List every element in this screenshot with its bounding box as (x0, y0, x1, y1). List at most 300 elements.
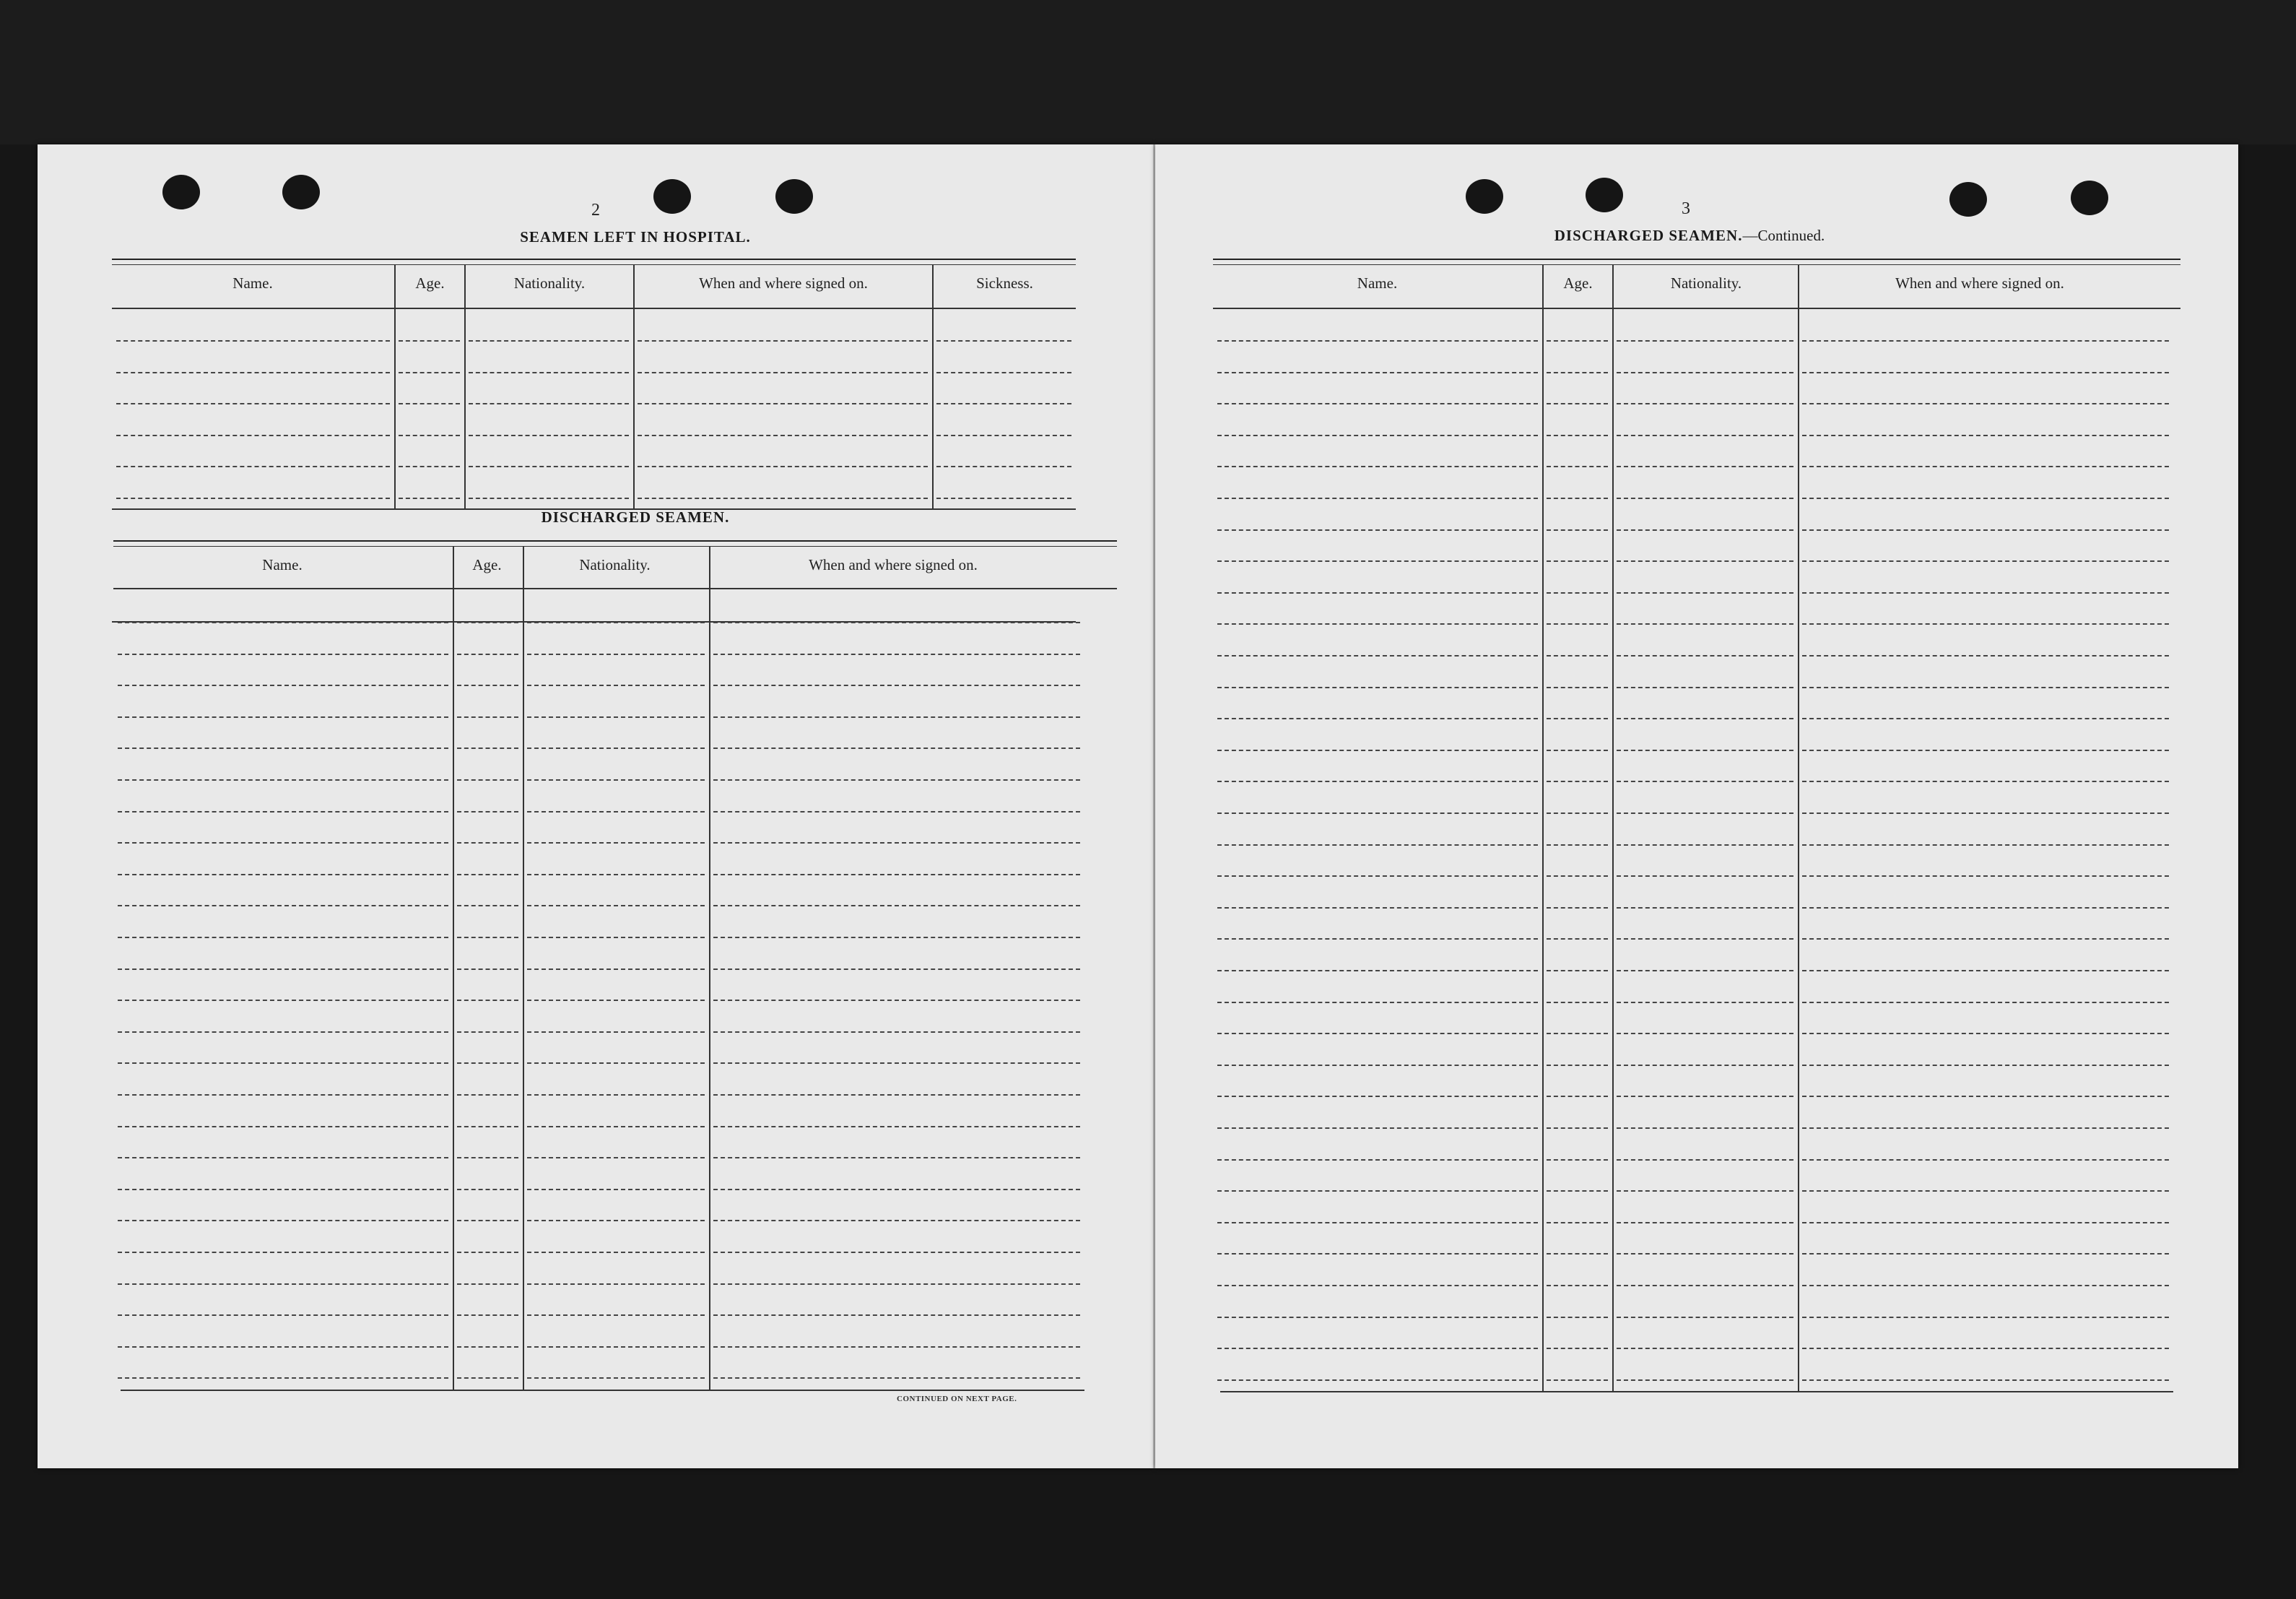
ledger-entry-line (1617, 1253, 1793, 1254)
ledger-entry-line (713, 968, 1080, 970)
column-header-age: Age. (472, 556, 502, 573)
ledger-entry-line (118, 1189, 448, 1190)
ledger-entry-line (527, 1000, 705, 1001)
ledger-entry-line (1547, 781, 1608, 782)
ledger-entry-line (1802, 1285, 2169, 1286)
ledger-entry-line (457, 1031, 518, 1033)
ledger-entry-line (457, 1346, 518, 1348)
ledger-entry-line (936, 340, 1071, 342)
ledger-entry-line (457, 1283, 518, 1285)
ledger-entry-line (1217, 875, 1538, 877)
ledger-entry-line (457, 1252, 518, 1253)
ledger-entry-line (457, 654, 518, 655)
ledger-entry-line (527, 905, 705, 906)
ledger-entry-line (1802, 655, 2169, 656)
ledger-entry-line (1547, 1379, 1608, 1381)
ledger-entry-line (1217, 1033, 1538, 1034)
ledger-entry-line (1217, 340, 1538, 342)
ledger-entry-line (457, 1220, 518, 1221)
ledger-entry-line (118, 1377, 448, 1379)
ledger-entry-line (457, 779, 518, 781)
ledger-entry-line (1217, 1253, 1538, 1254)
ledger-entry-line (1547, 435, 1608, 436)
ledger-entry-line (457, 622, 518, 623)
ledger-entry-line (713, 1094, 1080, 1096)
ledger-entry-line (1217, 498, 1538, 499)
ledger-entry-line (1547, 498, 1608, 499)
ledger-entry-line (1617, 623, 1793, 625)
punch-hole (162, 175, 200, 209)
ledger-entry-line (118, 716, 448, 718)
ledger-entry-line (118, 779, 448, 781)
ledger-entry-line (1547, 372, 1608, 373)
ledger-entry-line (1547, 340, 1608, 342)
ledger-entry-line (1802, 812, 2169, 814)
punch-hole (775, 179, 813, 214)
ledger-entry-line (713, 654, 1080, 655)
ledger-entry-line (1547, 1348, 1608, 1349)
ledger-entry-line (118, 654, 448, 655)
ledger-entry-line (527, 1126, 705, 1127)
ledger-entry-line (638, 403, 928, 404)
ledger-entry-line (527, 716, 705, 718)
ledger-entry-line (527, 968, 705, 970)
ledger-entry-line (1617, 938, 1793, 940)
ledger-entry-line (1802, 623, 2169, 625)
ledger-entry-line (936, 372, 1071, 373)
ledger-entry-line (1547, 655, 1608, 656)
ledger-entry-line (1802, 1379, 2169, 1381)
ledger-entry-line (457, 968, 518, 970)
ledger-entry-line (527, 654, 705, 655)
ledger-entry-line (457, 905, 518, 906)
ledger-entry-line (118, 748, 448, 749)
ledger-entry-line (1217, 812, 1538, 814)
ledger-entry-line (469, 466, 629, 467)
ledger-entry-line (1547, 970, 1608, 971)
ledger-entry-line (1802, 844, 2169, 846)
ledger-entry-line (118, 968, 448, 970)
ledger-entry-line (116, 498, 390, 499)
ledger-entry-line (1547, 1159, 1608, 1161)
ledger-entry-line (1547, 907, 1608, 909)
column-header-sickness: Sickness. (976, 274, 1033, 292)
ledger-entry-line (1802, 560, 2169, 562)
ledger-entry-line (457, 1189, 518, 1190)
ledger-entry-line (713, 1000, 1080, 1001)
column-header-name: Name. (232, 274, 273, 292)
ledger-entry-line (469, 435, 629, 436)
ledger-entry-line (1802, 718, 2169, 719)
column-header-signed-on: When and where signed on. (1895, 274, 2064, 292)
ledger-entry-line (527, 874, 705, 875)
punch-hole (2071, 181, 2108, 215)
ledger-entry-line (1217, 1127, 1538, 1129)
page-number: 3 (1682, 199, 1690, 218)
ledger-entry-line (1617, 907, 1793, 909)
ledger-entry-line (1547, 1222, 1608, 1223)
ledger-entry-line (1547, 1317, 1608, 1318)
ledger-entry-line (713, 1220, 1080, 1221)
ledger-entry-line (118, 685, 448, 686)
ledger-entry-line (1617, 1348, 1793, 1349)
ledger-entry-line (527, 1220, 705, 1221)
ledger-entry-line (527, 1031, 705, 1033)
ledger-entry-line (399, 372, 460, 373)
ledger-entry-line (1217, 655, 1538, 656)
ledger-entry-line (1617, 529, 1793, 531)
ledger-entry-line (527, 622, 705, 623)
ledger-entry-line (457, 748, 518, 749)
ledger-entry-line (118, 622, 448, 623)
ledger-entry-line (713, 622, 1080, 623)
ledger-entry-line (527, 811, 705, 812)
ledger-entry-line (1617, 1065, 1793, 1066)
ledger-entry-line (713, 1377, 1080, 1379)
ledger-entry-line (713, 905, 1080, 906)
ledger-entry-line (1617, 372, 1793, 373)
ledger-entry-line (1617, 1222, 1793, 1223)
ledger-entry-line (1617, 718, 1793, 719)
column-header-signed-on: When and where signed on. (699, 274, 868, 292)
ledger-entry-line (118, 1031, 448, 1033)
ledger-entry-line (713, 937, 1080, 938)
ledger-entry-line (527, 937, 705, 938)
punch-hole (1466, 179, 1503, 214)
ledger-entry-line (1802, 1065, 2169, 1066)
ledger-entry-line (469, 498, 629, 499)
ledger-entry-line (1617, 1127, 1793, 1129)
ledger-entry-line (527, 685, 705, 686)
punch-hole (282, 175, 320, 209)
ledger-entry-line (1547, 623, 1608, 625)
ledger-entry-line (1217, 907, 1538, 909)
ledger-entry-line (713, 685, 1080, 686)
ledger-entry-line (118, 937, 448, 938)
ledger-entry-line (1802, 403, 2169, 404)
punch-hole (653, 179, 691, 214)
ledger-entry-line (936, 498, 1071, 499)
ledger-entry-line (1617, 1379, 1793, 1381)
ledger-entry-line (1217, 1317, 1538, 1318)
ledger-entry-line (399, 466, 460, 467)
ledger-entry-line (1802, 1222, 2169, 1223)
ledger-entry-line (116, 435, 390, 436)
ledger-entry-line (1217, 1159, 1538, 1161)
ledger-entry-line (118, 1220, 448, 1221)
ledger-entry-line (1217, 1065, 1538, 1066)
ledger-entry-line (457, 874, 518, 875)
ledger-entry-line (1547, 1127, 1608, 1129)
ledger-entry-line (1547, 687, 1608, 688)
ledger-entry-line (1217, 1379, 1538, 1381)
ledger-entry-line (1617, 1317, 1793, 1318)
ledger-entry-line (1617, 1285, 1793, 1286)
scanner-background (0, 0, 2296, 144)
ledger-entry-line (1547, 1033, 1608, 1034)
page-right (1155, 144, 2238, 1468)
ledger-entry-line (116, 466, 390, 467)
ledger-entry-line (1802, 435, 2169, 436)
ledger-entry-line (1217, 1096, 1538, 1097)
ledger-entry-line (1617, 1033, 1793, 1034)
ledger-entry-line (1802, 1002, 2169, 1003)
section-title-text: DISCHARGED SEAMEN. (1554, 227, 1743, 244)
discharged-continued-table (1213, 259, 2180, 1443)
continued-note: CONTINUED ON NEXT PAGE. (897, 1395, 1017, 1403)
ledger-entry-line (1802, 781, 2169, 782)
ledger-entry-line (118, 1094, 448, 1096)
ledger-entry-line (118, 1346, 448, 1348)
ledger-entry-line (713, 874, 1080, 875)
ledger-entry-line (1217, 1002, 1538, 1003)
ledger-entry-line (638, 466, 928, 467)
ledger-entry-line (713, 1314, 1080, 1316)
ledger-entry-line (399, 435, 460, 436)
ledger-entry-line (1547, 812, 1608, 814)
ledger-entry-line (1217, 560, 1538, 562)
ledger-entry-line (457, 842, 518, 844)
ledger-entry-line (118, 905, 448, 906)
ledger-entry-line (1217, 750, 1538, 751)
ledger-entry-line (527, 1283, 705, 1285)
ledger-entry-line (1802, 1033, 2169, 1034)
ledger-entry-line (713, 1062, 1080, 1064)
ledger-entry-line (457, 1157, 518, 1158)
ledger-entry-line (527, 1377, 705, 1379)
ledger-entry-line (116, 372, 390, 373)
ledger-entry-line (1217, 529, 1538, 531)
ledger-entry-line (1802, 1317, 2169, 1318)
ledger-entry-line (457, 1062, 518, 1064)
ledger-entry-line (527, 842, 705, 844)
ledger-entry-line (1217, 781, 1538, 782)
ledger-entry-line (1802, 498, 2169, 499)
ledger-entry-line (713, 1283, 1080, 1285)
ledger-entry-line (457, 1126, 518, 1127)
ledger-entry-line (1547, 1253, 1608, 1254)
ledger-entry-line (1547, 844, 1608, 846)
ledger-entry-line (1802, 592, 2169, 594)
ledger-entry-line (399, 403, 460, 404)
ledger-entry-line (1617, 970, 1793, 971)
ledger-entry-line (1617, 687, 1793, 688)
ledger-entry-line (713, 748, 1080, 749)
ledger-entry-line (457, 1377, 518, 1379)
ledger-entry-line (399, 340, 460, 342)
ledger-entry-line (1547, 1002, 1608, 1003)
ledger-entry-line (1802, 1127, 2169, 1129)
ledger-entry-line (1617, 781, 1793, 782)
ledger-entry-line (399, 498, 460, 499)
ledger-entry-line (1617, 592, 1793, 594)
ledger-entry-line (1547, 938, 1608, 940)
ledger-entry-line (1547, 1285, 1608, 1286)
ledger-entry-line (1547, 592, 1608, 594)
ledger-entry-line (1802, 1096, 2169, 1097)
ledger-entry-line (118, 1314, 448, 1316)
ledger-entry-line (118, 811, 448, 812)
punch-hole (1586, 178, 1623, 212)
ledger-entry-line (1802, 687, 2169, 688)
page-left (38, 144, 1153, 1468)
ledger-entry-line (1217, 403, 1538, 404)
ledger-entry-line (1547, 466, 1608, 467)
ledger-entry-line (527, 1094, 705, 1096)
ledger-entry-line (527, 1346, 705, 1348)
ledger-entry-line (1802, 340, 2169, 342)
ledger-entry-line (457, 716, 518, 718)
ledger-entry-line (118, 1157, 448, 1158)
ledger-entry-line (1547, 1065, 1608, 1066)
ledger-entry-line (713, 1031, 1080, 1033)
ledger-entry-line (1217, 435, 1538, 436)
ledger-entry-line (527, 748, 705, 749)
ledger-entry-line (1547, 403, 1608, 404)
ledger-entry-line (469, 403, 629, 404)
ledger-entry-line (1617, 403, 1793, 404)
ledger-entry-line (1217, 372, 1538, 373)
ledger-entry-line (1617, 340, 1793, 342)
ledger-entry-line (1802, 750, 2169, 751)
ledger-entry-line (469, 372, 629, 373)
column-header-age: Age. (1563, 274, 1593, 292)
ledger-entry-line (1547, 718, 1608, 719)
ledger-entry-line (1547, 1096, 1608, 1097)
ledger-entry-line (1217, 687, 1538, 688)
ledger-entry-line (1217, 1348, 1538, 1349)
ledger-entry-line (713, 716, 1080, 718)
ledger-entry-line (936, 403, 1071, 404)
ledger-entry-line (1802, 1190, 2169, 1192)
ledger-entry-line (638, 498, 928, 499)
ledger-entry-line (1617, 435, 1793, 436)
ledger-entry-line (1617, 1002, 1793, 1003)
ledger-entry-line (1617, 1159, 1793, 1161)
ledger-entry-line (1217, 623, 1538, 625)
ledger-entry-line (1217, 1285, 1538, 1286)
ledger-entry-line (638, 372, 928, 373)
ledger-entry-line (1547, 1190, 1608, 1192)
ledger-entry-line (118, 1000, 448, 1001)
ledger-entry-line (118, 1126, 448, 1127)
ledger-entry-line (527, 1189, 705, 1190)
column-header-name: Name. (262, 556, 303, 573)
ledger-entry-line (469, 340, 629, 342)
ledger-entry-line (118, 1062, 448, 1064)
ledger-entry-line (527, 779, 705, 781)
ledger-entry-line (457, 685, 518, 686)
ledger-entry-line (1802, 466, 2169, 467)
ledger-entry-line (527, 1314, 705, 1316)
section-title-continued: —Continued. (1742, 227, 1825, 244)
ledger-entry-line (1802, 938, 2169, 940)
ledger-entry-line (1802, 372, 2169, 373)
ledger-entry-line (1217, 1222, 1538, 1223)
ledger-entry-line (1802, 1348, 2169, 1349)
ledger-entry-line (118, 1252, 448, 1253)
ledger-entry-line (457, 1314, 518, 1316)
ledger-entry-line (713, 1346, 1080, 1348)
ledger-entry-line (713, 1157, 1080, 1158)
ledger-entry-line (713, 1126, 1080, 1127)
ledger-entry-line (1617, 560, 1793, 562)
ledger-entry-line (1547, 875, 1608, 877)
ledger-entry-line (713, 1189, 1080, 1190)
ledger-entry-line (1547, 750, 1608, 751)
ledger-entry-line (713, 779, 1080, 781)
ledger-entry-line (638, 340, 928, 342)
ledger-entry-line (1617, 812, 1793, 814)
ledger-entry-line (936, 435, 1071, 436)
column-header-age: Age. (415, 274, 445, 292)
ledger-entry-line (1617, 466, 1793, 467)
discharged-table (113, 540, 1117, 1443)
ledger-entry-line (1217, 466, 1538, 467)
ledger-entry-line (1617, 844, 1793, 846)
ledger-entry-line (1217, 844, 1538, 846)
ledger-entry-line (1547, 560, 1608, 562)
ledger-entry-line (713, 811, 1080, 812)
ledger-entry-line (118, 874, 448, 875)
ledger-entry-line (1217, 938, 1538, 940)
ledger-entry-line (1617, 750, 1793, 751)
punch-hole (1949, 182, 1987, 217)
ledger-entry-line (527, 1157, 705, 1158)
ledger-entry-line (1617, 1096, 1793, 1097)
ledger-entry-line (713, 1252, 1080, 1253)
ledger-entry-line (1617, 498, 1793, 499)
ledger-entry-line (457, 1094, 518, 1096)
ledger-entry-line (1217, 718, 1538, 719)
ledger-entry-line (118, 842, 448, 844)
column-header-nationality: Nationality. (579, 556, 651, 573)
ledger-entry-line (1802, 907, 2169, 909)
ledger-entry-line (527, 1062, 705, 1064)
ledger-entry-line (1617, 875, 1793, 877)
ledger-entry-line (713, 842, 1080, 844)
section-title-discharged: DISCHARGED SEAMEN. (541, 508, 730, 526)
ledger-entry-line (936, 466, 1071, 467)
section-title-discharged-continued (1502, 227, 1877, 245)
ledger-entry-line (457, 811, 518, 812)
ledger-entry-line (1217, 970, 1538, 971)
ledger-entry-line (1802, 529, 2169, 531)
ledger-entry-line (116, 403, 390, 404)
column-header-name: Name. (1357, 274, 1398, 292)
ledger-entry-line (457, 1000, 518, 1001)
ledger-entry-line (638, 435, 928, 436)
ledger-entry-line (1802, 970, 2169, 971)
column-header-signed-on: When and where signed on. (809, 556, 978, 573)
column-header-nationality: Nationality. (1670, 274, 1742, 292)
ledger-entry-line (1217, 1190, 1538, 1192)
ledger-entry-line (1802, 875, 2169, 877)
ledger-entry-line (457, 937, 518, 938)
ledger-entry-line (118, 1283, 448, 1285)
section-title-hospital: SEAMEN LEFT IN HOSPITAL. (520, 228, 751, 246)
ledger-entry-line (1547, 529, 1608, 531)
ledger-entry-line (1802, 1253, 2169, 1254)
ledger-entry-line (1617, 655, 1793, 656)
ledger-entry-line (1617, 1190, 1793, 1192)
ledger-entry-line (1802, 1159, 2169, 1161)
ledger-entry-line (527, 1252, 705, 1253)
ledger-entry-line (1217, 592, 1538, 594)
ledger-entry-line (116, 340, 390, 342)
column-header-nationality: Nationality. (513, 274, 586, 292)
page-number: 2 (591, 201, 600, 220)
